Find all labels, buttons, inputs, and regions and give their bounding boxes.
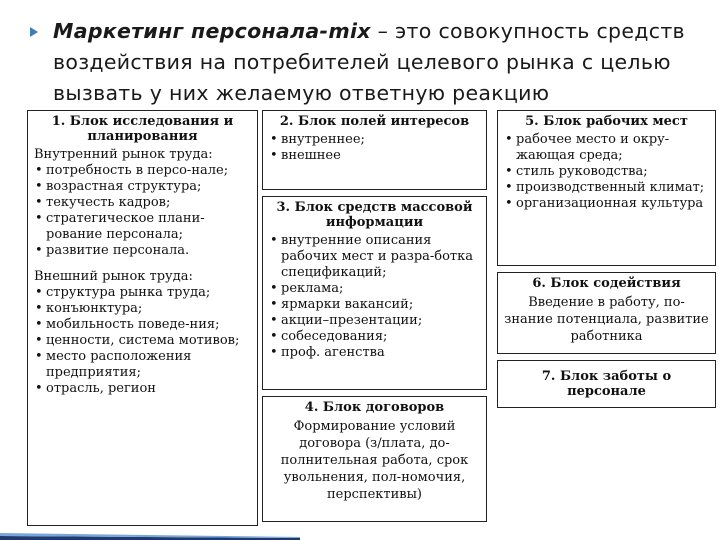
list-item: • стиль руководства; [504, 164, 709, 180]
list-item: • отрасль, регион [34, 381, 251, 397]
list-item: • возрастная структура; [34, 179, 251, 195]
list-item: • производственный климат; [504, 180, 709, 196]
intro-text [53, 16, 712, 109]
list-item: • потребность в персо-нале; [34, 163, 251, 179]
list-item: • проф. агенства [269, 345, 480, 361]
list-item: • место расположения предприятия; [34, 349, 251, 381]
block-5-title: 5. Блок рабочих мест [525, 114, 688, 129]
block-2-title: 2. Блок полей интересов [279, 114, 470, 129]
list-item: • стратегическое плани-рование персонала; [34, 211, 251, 243]
block-7-title: 7. Блок заботы о персонале [541, 369, 672, 399]
list-item: • конъюнктура; [34, 301, 251, 317]
list-item: • ценности, система мотивов; [34, 333, 251, 349]
outer-market-list [34, 285, 251, 397]
block-4-title: 4. Блок договоров [304, 400, 445, 415]
list-item: • ярмарки вакансий; [269, 297, 480, 313]
block-mass-media [262, 196, 487, 390]
block-6-title: 6. Блок содействия [532, 276, 681, 291]
block-6-text: Введение в работу, по-знание потенциала, развитие работника [504, 295, 709, 344]
block-3-title: 3. Блок средств массовой информации [276, 200, 473, 230]
list-item: • рабочее место и окру-жающая среда; [504, 132, 709, 164]
outer-market-label: Внешний рынок труда: [34, 269, 193, 284]
list-item: • акции–презентации; [269, 313, 480, 329]
list-item: • текучесть кадров; [34, 195, 251, 211]
list-item: • организационная культура [504, 196, 709, 212]
list-item: • внутреннее; [269, 132, 480, 148]
decorative-bottom-bar [0, 526, 300, 540]
block-4-text: Формирование условий договора (з/плата, до-полнительная работа, срок увольнения, пол-номочия, перспективы) [280, 419, 469, 502]
block-research-planning [27, 110, 258, 526]
block-workplaces [497, 110, 716, 266]
block-1-title: 1. Блок исследования и планирования [51, 114, 234, 144]
list-item: • внешнее [269, 148, 480, 164]
intro-definition: – это совокупность средств воздействия на потребителей целевого рынка с целью вызвать у них желаемую ответную реакцию [53, 19, 685, 105]
block-interest-fields [262, 110, 487, 190]
block-staff-care [497, 360, 716, 408]
inner-market-list [34, 163, 251, 259]
block-assistance [497, 272, 716, 354]
inner-market-label: Внутренний рынок труда: [34, 147, 213, 162]
triangle-bullet-icon [30, 27, 38, 37]
list-item: • структура рынка труда; [34, 285, 251, 301]
list-item: • мобильность поведе-ния; [34, 317, 251, 333]
list-item: • реклама; [269, 281, 480, 297]
list-item: • внутренние описания рабочих мест и разра-ботка спецификаций; [269, 233, 480, 281]
intro-term: Маркетинг персонала-mix [53, 19, 371, 43]
list-item: • развитие персонала. [34, 243, 251, 259]
block-contracts [262, 396, 487, 522]
list-item: • собеседования; [269, 329, 480, 345]
intro-paragraph [22, 16, 712, 110]
